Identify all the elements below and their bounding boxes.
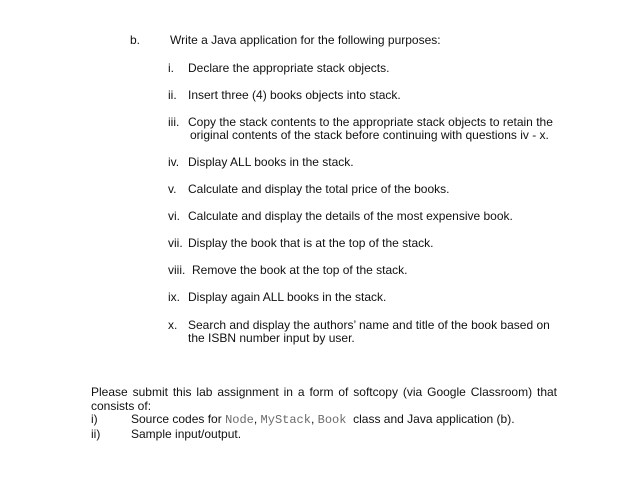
list-item-suffix: class and Java application (b). xyxy=(346,412,515,426)
code-book: Book xyxy=(317,413,347,427)
item-number: v. xyxy=(168,182,177,196)
section-label: b. xyxy=(130,33,141,47)
section-intro: Write a Java application for the following purposes: xyxy=(170,33,441,47)
separator: , xyxy=(253,412,261,426)
item-text: Insert three (4) books objects into stack. xyxy=(188,88,401,102)
item-number: x. xyxy=(168,318,178,332)
item-number: ix. xyxy=(168,290,180,304)
item-text: Remove the book at the top of the stack. xyxy=(192,263,408,277)
submission-paragraph-end: consists of: xyxy=(91,399,152,413)
item-number: vi. xyxy=(168,209,180,223)
item-text: Copy the stack contents to the appropriate stack objects to retain the xyxy=(188,115,553,129)
item-text: Calculate and display the details of the most expensive book. xyxy=(188,209,513,223)
item-number: viii. xyxy=(168,263,186,277)
item-text: Display ALL books in the stack. xyxy=(188,155,354,169)
submission-list-number: i) xyxy=(91,412,98,426)
separator: , xyxy=(310,412,318,426)
item-text: Search and display the authors’ name and title of the book based on xyxy=(188,318,550,332)
item-number: iii. xyxy=(168,115,180,129)
submission-list-number: ii) xyxy=(91,427,101,441)
item-number: i. xyxy=(168,61,174,75)
item-number: iv. xyxy=(168,155,180,169)
submission-list-item: Sample input/output. xyxy=(131,427,242,441)
submission-list-item xyxy=(131,412,515,428)
item-text: Declare the appropriate stack objects. xyxy=(188,61,390,75)
item-text: Display the book that is at the top of the stack. xyxy=(188,236,434,250)
item-text: Calculate and display the total price of the books. xyxy=(188,182,450,196)
code-node: Node xyxy=(225,413,254,427)
code-mystack: MyStack xyxy=(260,413,311,427)
item-text: Display again ALL books in the stack. xyxy=(188,290,387,304)
submission-paragraph: Please submit this lab assignment in a form of softcopy (via Google Classroom) that xyxy=(91,385,557,399)
item-number: ii. xyxy=(168,88,177,102)
item-text-continued: original contents of the stack before continuing with questions iv - x. xyxy=(190,128,549,142)
item-text-continued: the ISBN number input by user. xyxy=(188,331,355,345)
list-item-prefix: Source codes for xyxy=(131,412,226,426)
item-number: vii. xyxy=(168,236,183,250)
